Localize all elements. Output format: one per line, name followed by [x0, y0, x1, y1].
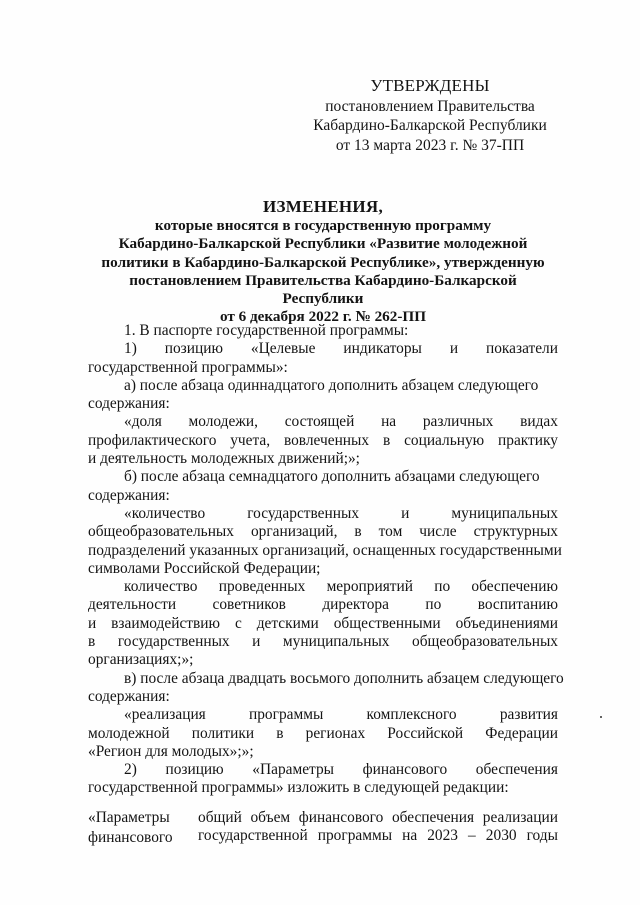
line-word: подразделений указанных организаций, оснащенных государственными	[88, 541, 562, 559]
line-word: общий	[198, 809, 242, 826]
body-line	[88, 523, 558, 541]
approval-stamp	[300, 76, 560, 155]
line-word: структурных	[473, 523, 558, 541]
body-line	[88, 340, 558, 358]
line-word: проведенных	[218, 578, 306, 596]
heading-title: ИЗМЕНЕНИЯ,	[262, 197, 384, 216]
scan-speck	[600, 716, 602, 718]
line-word: государственной	[198, 827, 308, 845]
document-body	[88, 322, 564, 798]
line-word: организаций,	[250, 523, 338, 541]
line-word: деятельности	[88, 596, 177, 614]
line-word: содержания:	[88, 687, 170, 705]
line-word: обеспечению	[471, 578, 558, 596]
body-line	[88, 505, 558, 523]
line-word: профилактического	[88, 431, 217, 449]
line-word: государственных	[117, 633, 230, 651]
line-word: Российской	[387, 724, 464, 742]
body-line	[88, 725, 558, 743]
heading-line: от 6 декабря 2022 г. № 262-ПП	[219, 308, 427, 326]
line-word: числе	[419, 523, 457, 541]
table-label-line: финансового	[88, 829, 173, 846]
body-line	[88, 560, 558, 578]
line-word: 1. В паспорте государственной программы:	[124, 322, 409, 339]
line-word: мероприятий	[326, 578, 413, 596]
body-line	[88, 578, 558, 596]
approval-line: постановлением Правительства	[325, 97, 535, 115]
line-word: и	[88, 614, 97, 632]
line-word: б) после абзаца семнадцатого дополнить абзацами следующего	[124, 468, 540, 486]
line-word: и	[401, 504, 410, 522]
line-word: регионах	[305, 724, 366, 742]
line-word: «Регион для молодых»;»;	[88, 742, 254, 760]
line-word: финансового	[362, 761, 448, 779]
line-word: на	[402, 827, 418, 845]
line-word: объем	[250, 809, 291, 826]
line-word: –	[468, 827, 476, 845]
line-word: развития	[499, 706, 558, 724]
line-word: 2023	[427, 827, 458, 845]
line-word: объединениями	[455, 614, 558, 632]
line-word: индикаторы	[343, 340, 422, 358]
line-word: общеобразовательных	[88, 523, 234, 541]
heading-line: Кабардино-Балкарской Республики «Развитие молодежной	[118, 235, 528, 253]
line-word: 2030	[485, 827, 517, 845]
line-word: воспитанию	[477, 596, 558, 614]
line-word: с	[234, 614, 242, 632]
table-label-cell	[88, 808, 198, 848]
body-line	[88, 450, 558, 468]
table-value-cell	[198, 808, 558, 848]
line-word: государственной программы»:	[88, 358, 288, 376]
line-word: и	[252, 633, 261, 651]
line-word: детскими	[256, 614, 319, 632]
body-line	[88, 633, 558, 651]
line-word: содержания:	[88, 486, 170, 504]
line-word: содержания:	[88, 395, 170, 413]
document-heading	[88, 198, 558, 326]
line-word: позицию	[164, 340, 223, 358]
line-word: советников	[212, 596, 286, 614]
line-word: на	[381, 413, 397, 431]
line-word: годы	[526, 827, 558, 845]
body-line	[88, 487, 558, 505]
heading-line: которые вносятся в государственную программу	[154, 217, 492, 235]
line-word: количество	[124, 578, 198, 596]
line-word: практику	[498, 431, 558, 449]
body-line	[88, 395, 558, 413]
line-word: социальную	[404, 431, 485, 449]
table-value-line	[198, 826, 558, 844]
body-line	[88, 468, 558, 486]
line-word: молодежной	[88, 724, 170, 742]
line-word: взаимодействию	[111, 614, 221, 632]
body-line	[88, 761, 558, 779]
body-line	[88, 669, 564, 688]
line-word: общеобразовательных	[412, 633, 558, 651]
line-word: по	[425, 596, 442, 614]
line-word: молодежи,	[188, 413, 259, 431]
line-word: Федерации	[485, 724, 558, 742]
line-word: «реализация	[124, 706, 206, 724]
line-word: муниципальных	[282, 633, 390, 651]
line-word: «Параметры	[252, 761, 334, 779]
heading-line: политики в Кабардино-Балкарской Республике», утвержденную	[101, 253, 545, 271]
line-word: а) после абзаца одиннадцатого дополнить абзацем следующего	[124, 376, 539, 394]
line-word: реализации	[482, 809, 558, 826]
line-word: позицию	[165, 761, 224, 779]
body-line	[88, 706, 558, 724]
line-word: по	[434, 578, 451, 596]
line-word: в) после абзаца двадцать восьмого дополнить абзацем следующего	[124, 669, 564, 687]
body-line	[88, 432, 558, 450]
line-word: 2)	[124, 761, 137, 779]
line-word: директора	[322, 596, 389, 614]
line-word: финансового	[298, 809, 384, 826]
line-word: символами Российской Федерации;	[88, 559, 321, 577]
line-word: государственной программы» изложить в следующей редакции:	[88, 779, 509, 797]
financing-table	[88, 808, 558, 848]
line-word: программы	[249, 706, 324, 724]
body-line	[88, 413, 558, 431]
line-word: показатели	[485, 340, 558, 358]
line-word: и деятельность молодежных движений;»;	[88, 450, 360, 468]
line-word: «количество	[124, 504, 206, 522]
body-line	[88, 651, 558, 669]
line-word: «Целевые	[250, 340, 316, 358]
line-word: 1)	[124, 340, 137, 358]
line-word: муниципальных	[451, 504, 558, 522]
line-word: политики	[191, 724, 255, 742]
line-word: общественными	[333, 614, 441, 632]
line-word: вовлеченных	[283, 431, 370, 449]
approval-title: УТВЕРЖДЕНЫ	[370, 76, 490, 95]
approval-line: Кабардино-Балкарской Республики	[313, 117, 547, 134]
body-line	[88, 615, 558, 633]
line-word: комплексного	[366, 706, 457, 724]
line-word: том	[378, 523, 403, 541]
line-word: учета,	[230, 431, 271, 449]
approval-line: от 13 марта 2023 г. № 37-ПП	[335, 136, 525, 154]
line-word: различных	[422, 413, 494, 431]
line-word: обеспечения	[391, 809, 475, 826]
line-word: состоящей	[284, 413, 355, 431]
body-line	[88, 779, 558, 797]
line-word: государственных	[247, 504, 360, 522]
heading-line: постановлением Правительства Кабардино-Балкарской Республики	[129, 271, 517, 308]
line-word: в	[382, 431, 391, 449]
line-word: в	[88, 633, 96, 651]
line-word: «доля	[124, 413, 162, 431]
line-word: в	[276, 724, 284, 742]
table-value-line	[198, 808, 558, 826]
line-word: и	[449, 340, 459, 358]
line-word: видах	[520, 413, 558, 431]
line-word: в	[354, 523, 362, 541]
body-line	[88, 688, 558, 706]
body-line	[88, 596, 558, 614]
body-line	[88, 322, 558, 340]
body-line	[88, 743, 558, 761]
table-label-line: «Параметры	[88, 809, 170, 826]
body-line	[88, 377, 558, 395]
line-word: программы	[317, 827, 393, 845]
line-word: организациях;»;	[88, 651, 194, 669]
line-word: обеспечения	[475, 761, 558, 779]
body-line	[88, 359, 558, 377]
body-line	[88, 541, 562, 560]
